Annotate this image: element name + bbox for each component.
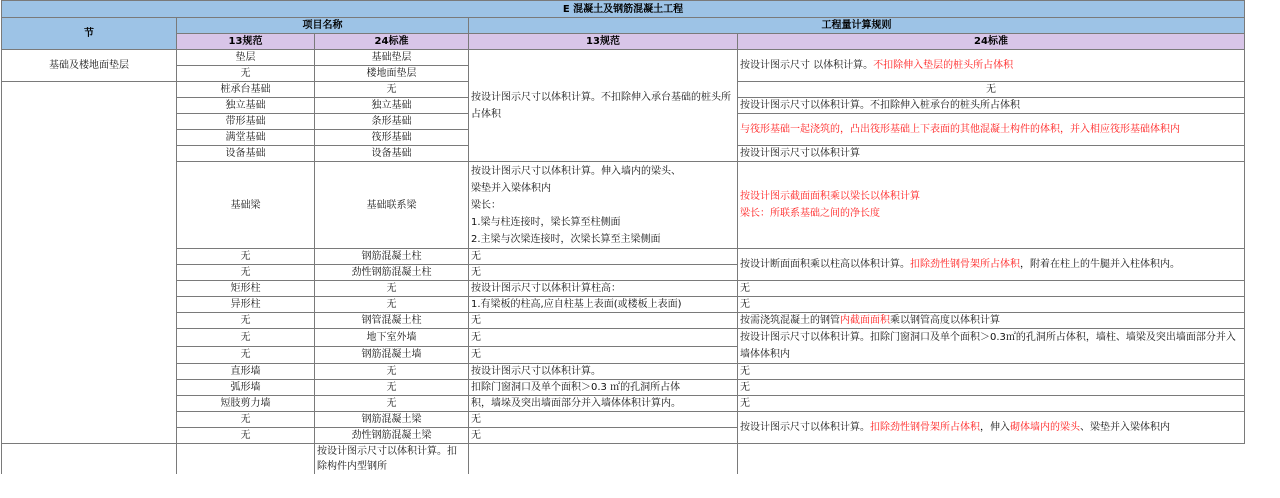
rule24-steel-text-tail: 乘以钢管高度以体积计算 (890, 315, 1000, 326)
table-row (2, 412, 1245, 428)
rule13-beam-line: 梁长： (471, 199, 501, 211)
item-13-cell: 矩形柱 (177, 281, 315, 297)
rule13-partial-cell: 按设计图示尺寸以体积计算。扣除构件内型钢所 (315, 444, 469, 475)
rule24-none-cell: 无 (738, 380, 1245, 396)
table-row (2, 297, 1245, 313)
rule24-none-cell: 无 (738, 281, 1245, 297)
rule24-cushion-text: 按设计图示尺寸 以体积计算。 (740, 60, 874, 71)
subheader-rule-13: 13规范 (469, 34, 738, 50)
item-13-cell: 满堂基础 (177, 130, 315, 146)
rule13-beam-cell (469, 162, 738, 249)
table-title: E 混凝土及钢筋混凝土工程 (2, 1, 1245, 18)
rule24-none-cell: 无 (738, 396, 1245, 412)
item-13-cell: 无 (177, 313, 315, 329)
item-13-cell: 无 (177, 346, 315, 364)
item-24-cell: 钢管混凝土柱 (315, 313, 469, 329)
rule13-beam-line: 1.梁与柱连接时，梁长算至柱侧面 (471, 216, 621, 228)
item-13-cell: 直形墙 (177, 364, 315, 380)
item-24-cell: 劲性钢筋混凝土柱 (315, 265, 469, 281)
rule13-none-cell: 无 (469, 346, 738, 364)
table-row (2, 380, 1245, 396)
subheader-rule-24: 24标准 (738, 34, 1245, 50)
item-13-cell: 无 (177, 428, 315, 444)
rule24-beam-line: 按设计图示截面面积乘以梁长以体积计算 (740, 191, 920, 202)
rule24-cushion-highlight: 不扣除伸入垫层的桩头所占体积 (873, 60, 1014, 71)
header-project-name: 项目名称 (177, 18, 469, 34)
concrete-rules-table (1, 0, 1245, 474)
item-13-cell: 垫层 (177, 50, 315, 66)
rule13-beam-line: 2.主梁与次梁连接时，次梁长算至主梁侧面 (471, 233, 661, 245)
item-13-cell: 弧形墙 (177, 380, 315, 396)
table-row (2, 249, 1245, 265)
table-row (2, 364, 1245, 380)
table-row (2, 396, 1245, 412)
rule24-column-text: 按设计断面面积乘以柱高以体积计算。 (740, 259, 910, 270)
item-24-cell: 独立基础 (315, 98, 469, 114)
rule24-none-cell: 无 (738, 364, 1245, 380)
subheader-row (2, 34, 1245, 50)
item-24-cell: 基础垫层 (315, 50, 469, 66)
item-24-cell: 钢筋混凝土墙 (315, 346, 469, 364)
rule24-steel-tube-cell (738, 313, 1245, 329)
rule13-beam-line: 按设计图示尺寸以体积计算。伸入墙内的梁头、 (471, 165, 681, 177)
rule24-pile-cap-cell: 无 (738, 82, 1245, 98)
item-13-cell: 无 (177, 66, 315, 82)
item-13-cell: 桩承台基础 (177, 82, 315, 98)
partial-cell (469, 444, 738, 475)
rule24-wall-cell: 按设计图示尺寸以体积计算。扣除门窗洞口及单个面积＞0.3㎡的孔洞所占体积，墙柱、墙梁及突出墙面部分并入墙体体积内 (738, 329, 1245, 364)
rule13-none-cell: 无 (469, 428, 738, 444)
item-24-cell: 钢筋混凝土柱 (315, 249, 469, 265)
item-24-cell: 劲性钢筋混凝土梁 (315, 428, 469, 444)
header-section: 节 (2, 18, 177, 50)
item-24-cell: 无 (315, 297, 469, 313)
rule13-beam-line: 梁垫并入梁体积内 (471, 182, 551, 194)
item-24-cell: 基础联系梁 (315, 162, 469, 249)
rule24-beam-line: 梁长：所联系基础之间的净长度 (740, 208, 880, 219)
table-row (2, 281, 1245, 297)
item-24-cell: 地下室外墙 (315, 329, 469, 347)
table-row-partial (2, 444, 1245, 475)
table-row (2, 313, 1245, 329)
rule13-none-cell: 无 (469, 265, 738, 281)
rule24-rbeam-text-mid: ，伸入 (980, 422, 1010, 433)
partial-cell (177, 444, 315, 475)
table-row (2, 162, 1245, 249)
rule24-cushion-cell (738, 50, 1245, 82)
rule13-column-cell: 按设计图示尺寸以体积计算柱高： (469, 281, 738, 297)
subheader-24: 24标准 (315, 34, 469, 50)
rule24-rbeam-highlight-2: 砌体墙内的梁头 (1010, 422, 1080, 433)
item-13-cell: 无 (177, 412, 315, 428)
rule24-raft-cell: 与筏形基础一起浇筑的，凸出筏形基础上下表面的其他混凝土构件的体积，并入相应筏形基础体积内 (738, 114, 1245, 146)
item-13-cell: 无 (177, 265, 315, 281)
rule24-beam-rc-cell (738, 412, 1245, 444)
rule13-foundation-cell: 按设计图示尺寸以体积计算。不扣除伸入承台基础的桩头所占体积 (469, 50, 738, 162)
rule13-none-cell: 无 (469, 412, 738, 428)
item-13-cell: 带形基础 (177, 114, 315, 130)
rule24-rbeam-text-tail: 、梁垫并入梁体积内 (1080, 422, 1170, 433)
section-blank-cell (2, 82, 177, 444)
rule13-none-cell: 无 (469, 313, 738, 329)
item-24-cell: 钢筋混凝土梁 (315, 412, 469, 428)
rule24-steel-text: 按需浇筑混凝土的钢管 (740, 315, 840, 326)
item-24-cell: 无 (315, 364, 469, 380)
item-24-cell: 无 (315, 380, 469, 396)
item-24-cell: 无 (315, 281, 469, 297)
rule13-column-height-cell: 1.有梁板的柱高,应自柱基上表面(或楼板上表面) (469, 297, 738, 313)
item-24-cell: 楼地面垫层 (315, 66, 469, 82)
rule24-none-cell: 无 (738, 297, 1245, 313)
item-24-cell: 无 (315, 82, 469, 98)
item-13-cell: 设备基础 (177, 146, 315, 162)
rule24-independent-cell: 按设计图示尺寸以体积计算。不扣除伸入桩承台的桩头所占体积 (738, 98, 1245, 114)
rule24-rbeam-highlight: 扣除劲性钢骨架所占体积 (870, 422, 980, 433)
rule24-column-cell (738, 249, 1245, 281)
partial-cell (2, 444, 177, 475)
item-24-cell: 设备基础 (315, 146, 469, 162)
spreadsheet (1, 0, 1244, 474)
item-13-cell: 异形柱 (177, 297, 315, 313)
section-name-cell: 基础及楼地面垫层 (2, 50, 177, 82)
item-13-cell: 基础梁 (177, 162, 315, 249)
rule13-none-cell: 无 (469, 249, 738, 265)
item-13-cell: 无 (177, 249, 315, 265)
header-row (2, 18, 1245, 34)
title-row (2, 1, 1245, 18)
rule24-column-text-tail: ，附着在柱上的牛腿并入柱体积内。 (1020, 259, 1180, 270)
item-24-cell: 筏形基础 (315, 130, 469, 146)
rule24-steel-highlight: 内截面面积 (840, 315, 890, 326)
rule13-wall-cell: 扣除门窗洞口及单个面积＞0.3 ㎡的孔洞所占体 (469, 380, 738, 396)
table-row (2, 50, 1245, 66)
item-13-cell: 短肢剪力墙 (177, 396, 315, 412)
item-24-cell: 无 (315, 396, 469, 412)
item-24-cell: 条形基础 (315, 114, 469, 130)
rule24-beam-cell (738, 162, 1245, 249)
rule24-equipment-cell: 按设计图示尺寸以体积计算 (738, 146, 1245, 162)
table-row (2, 329, 1245, 347)
rule13-wall-cell: 积，墙垛及突出墙面部分并入墙体体积计算内。 (469, 396, 738, 412)
header-calc-rules: 工程量计算规则 (469, 18, 1245, 34)
item-13-cell: 独立基础 (177, 98, 315, 114)
rule13-wall-cell: 按设计图示尺寸以体积计算。 (469, 364, 738, 380)
rule24-rbeam-text: 按设计图示尺寸以体积计算。 (740, 422, 870, 433)
item-13-cell: 无 (177, 329, 315, 347)
subheader-13: 13规范 (177, 34, 315, 50)
rule13-none-cell: 无 (469, 329, 738, 347)
rule24-column-highlight: 扣除劲性钢骨架所占体积 (910, 259, 1020, 270)
